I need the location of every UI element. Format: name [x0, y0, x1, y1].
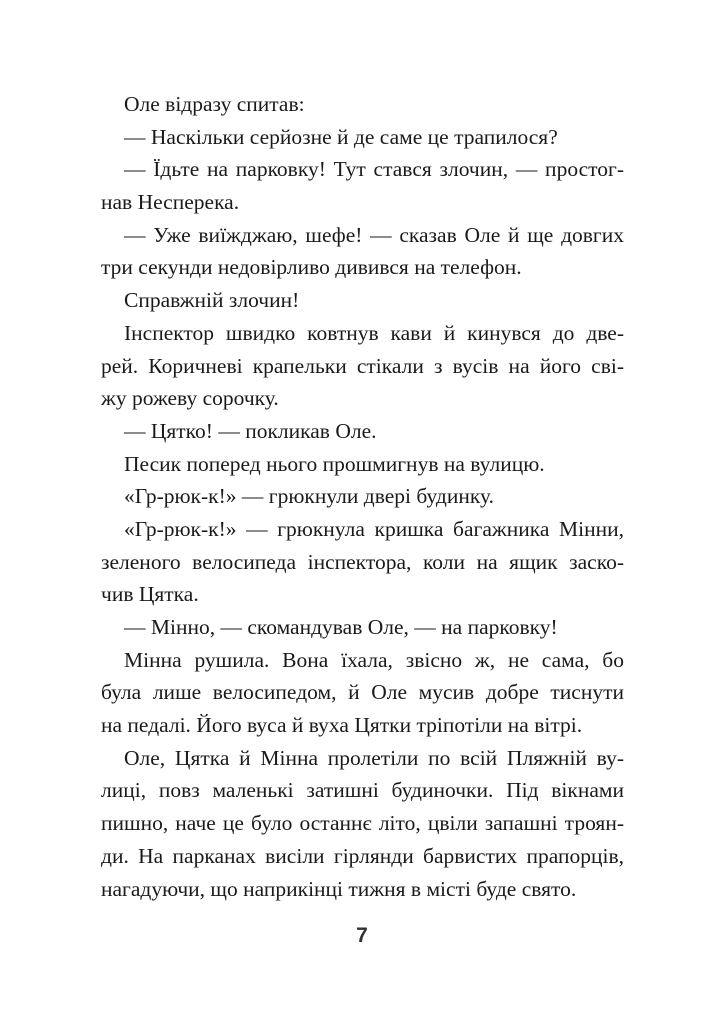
text-line: зеленого велосипеда інспектора, коли на ящик заско- — [101, 549, 624, 574]
text-line: — Цятко! — покликав Оле. — [124, 418, 377, 443]
text-line: — Їдьте на парковку! Тут стався злочин, — простог- — [124, 157, 624, 182]
text-line: Мінна рушила. Вона їхала, звісно ж, не сама, бо — [124, 647, 624, 672]
text-line: жу рожеву сорочку. — [101, 386, 279, 411]
text-line: Оле відразу спитав: — [124, 92, 305, 116]
text-line: пишно, наче це було останнє літо, цвіли запашні троян- — [101, 811, 624, 836]
text-line: Інспектор швидко ковтнув кави й кинувся до две- — [124, 320, 624, 345]
text-line: рей. Коричневі крапельки стікали з вусів на його сві- — [101, 353, 624, 378]
text-line: «Гр-рюк-к!» — грюкнули двері будинку. — [124, 484, 494, 509]
text-line: нав Несперека. — [101, 190, 240, 215]
text-line: — Наскільки серйозне й де саме це трапилося? — [124, 124, 558, 149]
page-number: 7 — [356, 924, 368, 947]
text-line: Оле, Цятка й Мінна пролетіли по всій Пляжній ву- — [124, 745, 624, 770]
text-line: — Мінно, — скомандував Оле, — на парковку! — [124, 615, 558, 639]
body-text — [101, 88, 624, 905]
text-line: Песик поперед нього прошмигнув на вулицю. — [124, 451, 545, 476]
text-line: Справжній злочин! — [124, 288, 300, 313]
text-line: ди. На парканах висіли гірлянди барвистих прапорців, — [101, 843, 624, 868]
text-line: — Уже виїжджаю, шефе! — сказав Оле й ще довгих — [124, 222, 624, 247]
text-line: «Гр-рюк-к!» — грюкнула кришка багажника Мінни, — [124, 516, 624, 541]
text-line: лиці, повз маленькі затишні будиночки. Під вікнами — [101, 778, 624, 803]
text-line: нагадуючи, що наприкінці тижня в місті буде свято. — [101, 876, 577, 901]
text-line: три секунди недовірливо дивився на телефон. — [101, 255, 522, 280]
text-line: була лише велосипедом, й Оле мусив добре тиснути — [101, 680, 624, 705]
text-line: на педалі. Його вуса й вуха Цятки тріпотіли на вітрі. — [101, 713, 583, 738]
text-line: чив Цятка. — [101, 582, 199, 607]
